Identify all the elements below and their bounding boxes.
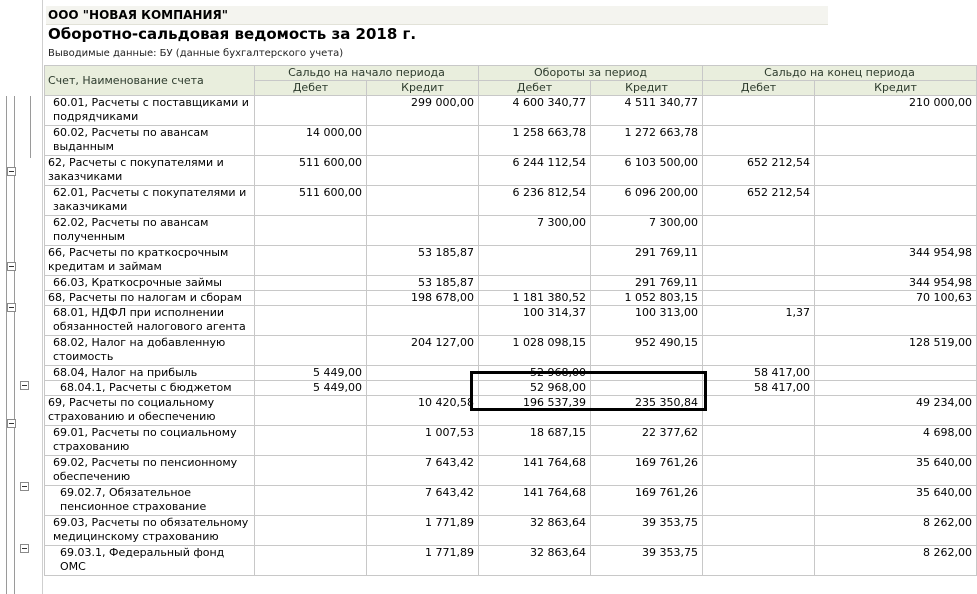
closing-debit-cell[interactable] (703, 216, 815, 246)
opening-credit-cell[interactable] (367, 381, 479, 396)
table-row[interactable] (45, 336, 977, 366)
turnover-credit-cell[interactable]: 1 272 663,78 (591, 126, 703, 156)
turnover-credit-cell[interactable]: 291 769,11 (591, 246, 703, 276)
balance-sheet-table (44, 65, 977, 576)
turnover-debit-cell[interactable]: 6 244 112,54 (479, 156, 591, 186)
opening-credit-cell[interactable]: 53 185,87 (367, 246, 479, 276)
report-subtitle: Выводимые данные: БУ (данные бухгалтерского учета) (48, 48, 344, 59)
table-row[interactable] (45, 306, 977, 336)
closing-debit-cell[interactable] (703, 456, 815, 486)
header-closing-balance: Сальдо на конец периода (703, 66, 977, 81)
table-row[interactable] (45, 156, 977, 186)
header-row-top (45, 66, 977, 81)
closing-credit-cell[interactable] (815, 366, 977, 381)
opening-credit-cell[interactable] (367, 126, 479, 156)
closing-credit-cell[interactable] (815, 216, 977, 246)
opening-credit-cell[interactable] (367, 306, 479, 336)
turnover-credit-cell[interactable]: 291 769,11 (591, 276, 703, 291)
closing-debit-cell[interactable] (703, 126, 815, 156)
opening-credit-cell[interactable] (367, 366, 479, 381)
turnover-credit-cell[interactable]: 100 313,00 (591, 306, 703, 336)
header-turnover-debit: Дебет (479, 81, 591, 96)
opening-credit-cell[interactable]: 10 420,58 (367, 396, 479, 426)
opening-credit-cell[interactable]: 299 000,00 (367, 96, 479, 126)
table-row[interactable] (45, 486, 977, 516)
opening-debit-cell[interactable] (255, 96, 367, 126)
table-row[interactable] (45, 126, 977, 156)
turnover-debit-cell[interactable]: 196 537,39 (479, 396, 591, 426)
turnover-credit-cell[interactable]: 22 377,62 (591, 426, 703, 456)
collapse-toggle-68[interactable] (7, 303, 16, 312)
collapse-toggle-68-04[interactable] (20, 381, 29, 390)
closing-credit-cell[interactable]: 344 954,98 (815, 276, 977, 291)
closing-credit-cell[interactable]: 128 519,00 (815, 336, 977, 366)
account-name-cell[interactable]: 66, Расчеты по краткосрочным кредитам и займам (45, 246, 255, 276)
opening-credit-cell[interactable]: 7 643,42 (367, 486, 479, 516)
table-row[interactable] (45, 276, 977, 291)
account-name-cell[interactable]: 62.02, Расчеты по авансам полученным (45, 216, 255, 246)
header-closing-credit: Кредит (815, 81, 977, 96)
closing-debit-cell[interactable]: 1,37 (703, 306, 815, 336)
closing-debit-cell[interactable] (703, 396, 815, 426)
opening-credit-cell[interactable] (367, 156, 479, 186)
account-name-cell[interactable]: 62.01, Расчеты с покупателями и заказчиками (45, 186, 255, 216)
opening-debit-cell[interactable]: 5 449,00 (255, 381, 367, 396)
collapse-toggle-69-02[interactable] (20, 482, 29, 491)
closing-debit-cell[interactable] (703, 486, 815, 516)
report-title: Оборотно-сальдовая ведомость за 2018 г. (48, 25, 417, 43)
opening-credit-cell[interactable] (367, 216, 479, 246)
closing-credit-cell[interactable] (815, 126, 977, 156)
closing-credit-cell[interactable] (815, 381, 977, 396)
opening-debit-cell[interactable] (255, 246, 367, 276)
turnover-credit-cell[interactable]: 39 353,75 (591, 516, 703, 546)
closing-credit-cell[interactable]: 35 640,00 (815, 486, 977, 516)
collapse-toggle-62[interactable] (7, 167, 16, 176)
turnover-credit-cell[interactable]: 6 103 500,00 (591, 156, 703, 186)
opening-credit-cell[interactable]: 204 127,00 (367, 336, 479, 366)
opening-credit-cell[interactable]: 53 185,87 (367, 276, 479, 291)
opening-debit-cell[interactable] (255, 456, 367, 486)
closing-credit-cell[interactable]: 4 698,00 (815, 426, 977, 456)
opening-debit-cell[interactable] (255, 216, 367, 246)
opening-debit-cell[interactable] (255, 276, 367, 291)
table-row[interactable] (45, 426, 977, 456)
collapse-toggle-66[interactable] (7, 262, 16, 271)
account-name-cell[interactable]: 69, Расчеты по социальному страхованию и обеспечению (45, 396, 255, 426)
turnover-debit-cell[interactable]: 1 028 098,15 (479, 336, 591, 366)
opening-debit-cell[interactable]: 5 449,00 (255, 366, 367, 381)
closing-credit-cell[interactable]: 70 100,63 (815, 291, 977, 306)
turnover-credit-cell[interactable]: 6 096 200,00 (591, 186, 703, 216)
opening-debit-cell[interactable]: 511 600,00 (255, 156, 367, 186)
header-opening-credit: Кредит (367, 81, 479, 96)
opening-credit-cell[interactable] (367, 186, 479, 216)
closing-credit-cell[interactable]: 8 262,00 (815, 516, 977, 546)
turnover-debit-cell[interactable]: 141 764,68 (479, 486, 591, 516)
header-turnover: Обороты за период (479, 66, 703, 81)
tree-line (30, 96, 31, 158)
account-name-cell[interactable]: 66.03, Краткосрочные займы (45, 276, 255, 291)
table-row[interactable] (45, 456, 977, 486)
closing-debit-cell[interactable]: 58 417,00 (703, 381, 815, 396)
closing-debit-cell[interactable]: 652 212,54 (703, 186, 815, 216)
account-name-cell[interactable]: 68, Расчеты по налогам и сборам (45, 291, 255, 306)
turnover-credit-cell[interactable]: 7 300,00 (591, 216, 703, 246)
table-row[interactable] (45, 246, 977, 276)
turnover-credit-cell[interactable]: 39 353,75 (591, 546, 703, 576)
table-row[interactable] (45, 96, 977, 126)
turnover-debit-cell[interactable]: 32 863,64 (479, 516, 591, 546)
account-name-cell[interactable]: 69.03.1, Федеральный фонд ОМС (45, 546, 255, 576)
account-name-cell[interactable]: 69.03, Расчеты по обязательному медицинскому страхованию (45, 516, 255, 546)
turnover-credit-cell[interactable]: 169 761,26 (591, 486, 703, 516)
table-row[interactable] (45, 216, 977, 246)
opening-credit-cell[interactable]: 7 643,42 (367, 456, 479, 486)
turnover-debit-cell[interactable]: 100 314,37 (479, 306, 591, 336)
account-name-cell[interactable]: 60.01, Расчеты с поставщиками и подрядчиками (45, 96, 255, 126)
account-name-cell[interactable]: 68.01, НДФЛ при исполнении обязанностей налогового агента (45, 306, 255, 336)
closing-debit-cell[interactable] (703, 96, 815, 126)
header-opening-debit: Дебет (255, 81, 367, 96)
company-name: ООО "НОВАЯ КОМПАНИЯ" (46, 6, 828, 25)
account-name-cell[interactable]: 68.02, Налог на добавленную стоимость (45, 336, 255, 366)
turnover-debit-cell[interactable]: 4 600 340,77 (479, 96, 591, 126)
header-opening-balance: Сальдо на начало периода (255, 66, 479, 81)
turnover-debit-cell[interactable]: 141 764,68 (479, 456, 591, 486)
account-name-cell[interactable]: 69.02.7, Обязательное пенсионное страхование (45, 486, 255, 516)
turnover-debit-cell[interactable] (479, 246, 591, 276)
account-name-cell[interactable]: 68.04.1, Расчеты с бюджетом (45, 381, 255, 396)
turnover-debit-cell[interactable]: 52 968,00 (479, 381, 591, 396)
closing-credit-cell[interactable]: 210 000,00 (815, 96, 977, 126)
closing-debit-cell[interactable] (703, 426, 815, 456)
collapse-toggle-69-03[interactable] (20, 544, 29, 553)
turnover-debit-cell[interactable]: 6 236 812,54 (479, 186, 591, 216)
opening-credit-cell[interactable]: 1 771,89 (367, 516, 479, 546)
opening-debit-cell[interactable]: 511 600,00 (255, 186, 367, 216)
table-row[interactable] (45, 186, 977, 216)
closing-credit-cell[interactable]: 35 640,00 (815, 456, 977, 486)
account-name-cell[interactable]: 69.02, Расчеты по пенсионному обеспечению (45, 456, 255, 486)
opening-debit-cell[interactable]: 14 000,00 (255, 126, 367, 156)
turnover-credit-cell[interactable]: 952 490,15 (591, 336, 703, 366)
header-turnover-credit: Кредит (591, 81, 703, 96)
opening-debit-cell[interactable] (255, 336, 367, 366)
closing-debit-cell[interactable] (703, 291, 815, 306)
turnover-debit-cell[interactable]: 32 863,64 (479, 546, 591, 576)
collapse-toggle-69[interactable] (7, 419, 16, 428)
highlight-frame (470, 371, 707, 411)
turnover-credit-cell[interactable]: 235 350,84 (591, 396, 703, 426)
opening-debit-cell[interactable] (255, 396, 367, 426)
opening-debit-cell[interactable] (255, 516, 367, 546)
opening-debit-cell[interactable] (255, 306, 367, 336)
closing-debit-cell[interactable] (703, 336, 815, 366)
opening-credit-cell[interactable]: 1 007,53 (367, 426, 479, 456)
table-row[interactable] (45, 291, 977, 306)
account-name-cell[interactable]: 60.02, Расчеты по авансам выданным (45, 126, 255, 156)
closing-credit-cell[interactable] (815, 306, 977, 336)
turnover-debit-cell[interactable]: 52 968,00 (479, 366, 591, 381)
table-row[interactable] (45, 516, 977, 546)
closing-debit-cell[interactable]: 652 212,54 (703, 156, 815, 186)
table-row[interactable] (45, 546, 977, 576)
closing-debit-cell[interactable] (703, 276, 815, 291)
turnover-debit-cell[interactable]: 1 258 663,78 (479, 126, 591, 156)
account-name-cell[interactable]: 69.01, Расчеты по социальному страхованию (45, 426, 255, 456)
turnover-credit-cell[interactable]: 169 761,26 (591, 456, 703, 486)
opening-credit-cell[interactable]: 198 678,00 (367, 291, 479, 306)
header-account[interactable]: Счет, Наименование счета (45, 66, 255, 96)
opening-debit-cell[interactable] (255, 546, 367, 576)
closing-credit-cell[interactable]: 344 954,98 (815, 246, 977, 276)
closing-credit-cell[interactable]: 49 234,00 (815, 396, 977, 426)
closing-debit-cell[interactable] (703, 546, 815, 576)
turnover-credit-cell[interactable]: 1 052 803,15 (591, 291, 703, 306)
closing-debit-cell[interactable] (703, 516, 815, 546)
closing-credit-cell[interactable] (815, 156, 977, 186)
turnover-debit-cell[interactable]: 18 687,15 (479, 426, 591, 456)
closing-debit-cell[interactable] (703, 246, 815, 276)
opening-credit-cell[interactable]: 1 771,89 (367, 546, 479, 576)
opening-debit-cell[interactable] (255, 426, 367, 456)
header-closing-debit: Дебет (703, 81, 815, 96)
account-name-cell[interactable]: 68.04, Налог на прибыль (45, 366, 255, 381)
account-name-cell[interactable]: 62, Расчеты с покупателями и заказчиками (45, 156, 255, 186)
closing-credit-cell[interactable] (815, 186, 977, 216)
turnover-debit-cell[interactable] (479, 276, 591, 291)
turnover-debit-cell[interactable]: 7 300,00 (479, 216, 591, 246)
turnover-credit-cell[interactable]: 4 511 340,77 (591, 96, 703, 126)
closing-debit-cell[interactable]: 58 417,00 (703, 366, 815, 381)
closing-credit-cell[interactable]: 8 262,00 (815, 546, 977, 576)
opening-debit-cell[interactable] (255, 291, 367, 306)
opening-debit-cell[interactable] (255, 486, 367, 516)
turnover-debit-cell[interactable]: 1 181 380,52 (479, 291, 591, 306)
